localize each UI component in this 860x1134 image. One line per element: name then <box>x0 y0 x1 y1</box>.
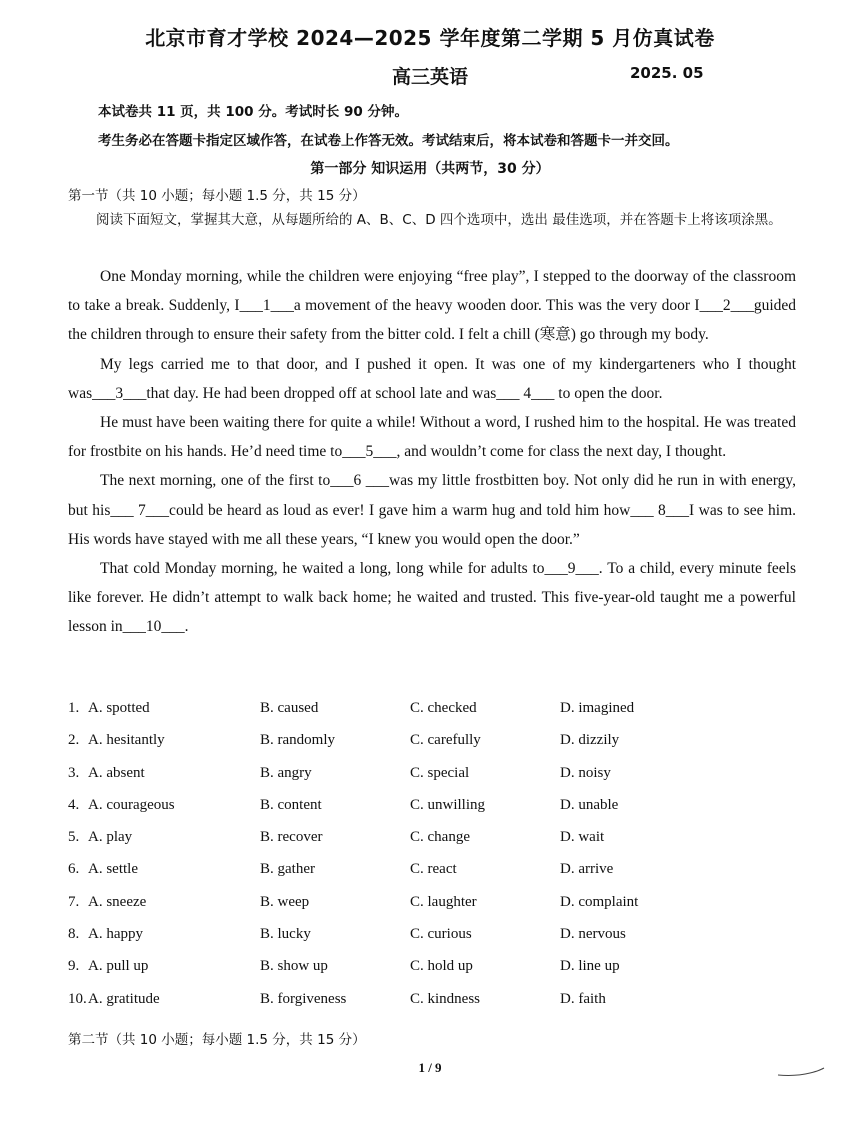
option-d: D. imagined <box>560 700 635 716</box>
option-a: A. sneeze <box>88 893 147 910</box>
question-options <box>68 700 796 1023</box>
question-row <box>68 829 796 861</box>
exam-title: 北京市育才学校 2024—2025 学年度第二学期 5 月仿真试卷 <box>145 26 715 50</box>
option-c: C. kindness <box>410 990 481 1007</box>
option-d: D. noisy <box>560 764 611 781</box>
option-d: D. line up <box>560 958 620 975</box>
question-number: 9. <box>68 958 80 975</box>
option-c: C. change <box>410 829 470 846</box>
question-row <box>68 765 796 797</box>
question-row <box>68 700 796 732</box>
option-b: B. lucky <box>260 926 311 943</box>
option-b: B. caused <box>260 700 319 716</box>
option-b: B. recover <box>260 829 323 846</box>
question-number: 6. <box>68 861 80 878</box>
option-d: D. wait <box>560 829 605 846</box>
exam-note-2: 考生务必在答题卡指定区域作答，在试卷上作答无效。考试结束后，将本试卷和答题卡一并交回。 <box>98 133 679 149</box>
question-number: 1. <box>68 700 80 716</box>
question-number: 5. <box>68 829 80 846</box>
question-number: 4. <box>68 796 80 813</box>
passage-paragraph: My legs carried me to that door, and I pushed it open. It was one of my kindergarteners who I thought was___3___that day. He had been dropped off at school late and was___ 4___ to open the door. <box>68 355 796 402</box>
option-a: A. play <box>88 829 133 846</box>
passage-paragraph: One Monday morning, while the children were enjoying “free play”, I stepped to the doorway of the classroom to take a break. Suddenly, I___1___a movement of the heavy wooden door. This was the very door I___2___guided the children through to ensure their safety from the bitter cold. I felt a chill (寒意) go through my body. <box>68 268 796 344</box>
option-c: C. carefully <box>410 732 481 749</box>
option-a: A. spotted <box>88 700 150 716</box>
option-d: D. arrive <box>560 861 614 878</box>
question-row <box>68 797 796 829</box>
option-d: D. nervous <box>560 926 626 943</box>
option-d: D. faith <box>560 990 606 1007</box>
passage-paragraph: He must have been waiting there for quite a while! Without a word, I rushed him to the hospital. He was treated for frostbite on his hands. He’d need time to___5___, and wouldn’t come for class the next day, I thought. <box>68 414 796 461</box>
page-number: 1 / 9 <box>418 1060 442 1075</box>
question-row <box>68 894 796 926</box>
question-number: 10. <box>68 990 87 1007</box>
question-row <box>68 958 796 990</box>
question-number: 3. <box>68 764 80 781</box>
question-number: 7. <box>68 893 80 910</box>
question-number: 2. <box>68 732 80 749</box>
cloze-passage <box>68 262 796 642</box>
pen-mark-scribble <box>776 1066 826 1078</box>
option-c: C. react <box>410 861 457 878</box>
section-1-heading: 第一节（共 10 小题；每小题 1.5 分，共 15 分） <box>68 188 366 204</box>
option-c: C. checked <box>410 700 477 716</box>
option-d: D. dizzily <box>560 732 620 749</box>
option-a: A. happy <box>88 926 143 943</box>
option-a: A. hesitantly <box>88 732 165 749</box>
option-a: A. absent <box>88 764 145 781</box>
question-row <box>68 732 796 764</box>
option-b: B. show up <box>260 958 328 975</box>
option-b: B. angry <box>260 764 312 781</box>
question-number: 8. <box>68 926 80 943</box>
passage-paragraph: The next morning, one of the first to___6 ___was my little frostbitten boy. Not only did he run in with energy, but his___ 7___could be heard as loud as ever! I gave him a warm hug and told him how___ 8___I was to see him. His words have stayed with me all these years, “I knew you would open the door.” <box>68 472 796 548</box>
option-b: B. forgiveness <box>260 990 347 1007</box>
section-1-instruction: 阅读下面短文，掌握其大意，从每题所给的 A、B、C、D 四个选项中，选出 最佳选项，并在答题卡上将该项涂黑。 <box>96 212 782 228</box>
exam-note-1: 本试卷共 11 页，共 100 分。考试时长 90 分钟。 <box>98 104 408 120</box>
passage-paragraph: That cold Monday morning, he waited a long, long while for adults to___9___. To a child, every minute feels like forever. He didn’t attempt to walk back home; he waited and trusted. This five-year-old taught me a powerful lesson in___10___. <box>68 560 796 636</box>
question-row <box>68 926 796 958</box>
exam-date: 2025. 05 <box>630 64 704 82</box>
option-d: D. unable <box>560 796 619 813</box>
option-c: C. special <box>410 764 470 781</box>
option-a: A. courageous <box>88 796 175 813</box>
option-b: B. content <box>260 796 322 813</box>
option-d: D. complaint <box>560 893 639 910</box>
subject-title: 高三英语 <box>391 66 468 88</box>
part-title: 第一部分 知识运用（共两节，30 分） <box>310 161 550 177</box>
option-a: A. settle <box>88 861 138 878</box>
option-b: B. randomly <box>260 732 335 749</box>
option-c: C. laughter <box>410 893 477 910</box>
section-2-heading: 第二节（共 10 小题；每小题 1.5 分，共 15 分） <box>68 1032 366 1048</box>
question-row <box>68 861 796 893</box>
option-c: C. curious <box>410 926 472 943</box>
option-a: A. gratitude <box>88 990 160 1007</box>
option-b: B. gather <box>260 861 315 878</box>
question-row <box>68 991 796 1023</box>
option-a: A. pull up <box>88 958 149 975</box>
option-b: B. weep <box>260 893 310 910</box>
option-c: C. unwilling <box>410 796 486 813</box>
option-c: C. hold up <box>410 958 473 975</box>
